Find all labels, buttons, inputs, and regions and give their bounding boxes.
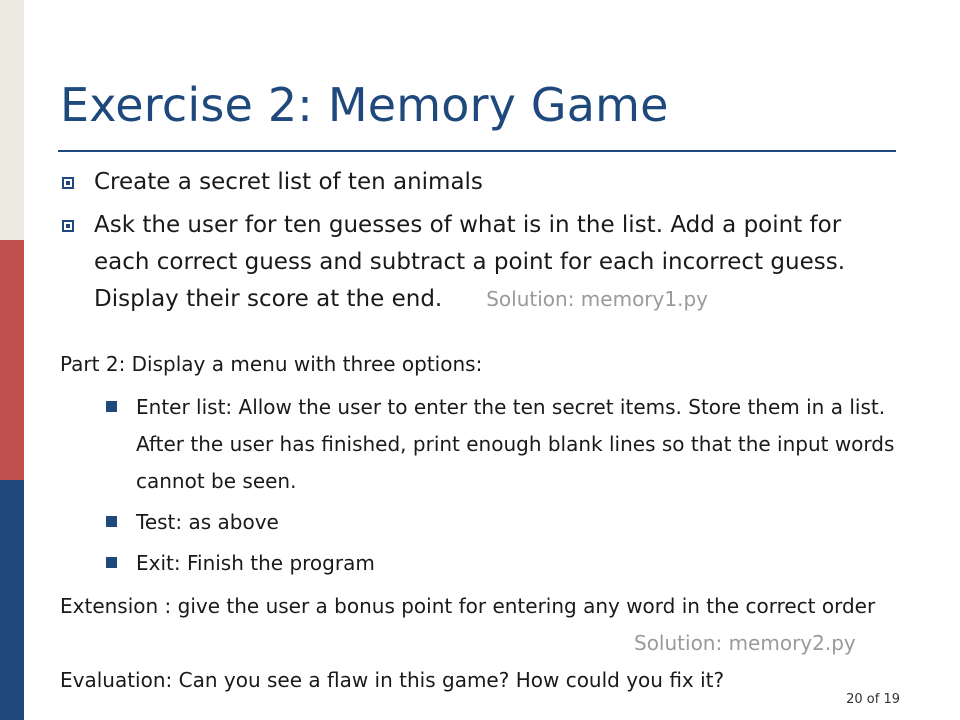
sidebar-stripe-beige: [0, 0, 24, 240]
bullet-text: Ask the user for ten guesses of what is in the list. Add a point for each correct guess and subtract a point for each incorrect guess. Display their score at the end.: [94, 212, 846, 312]
part2-heading: Part 2: Display a menu with three options:: [60, 352, 483, 376]
solution-label-2: Solution: memory2.py: [634, 631, 856, 655]
filled-square-bullet-icon: [106, 516, 117, 527]
menu-option-text: Exit: Finish the program: [136, 551, 375, 575]
slide-title: Exercise 2: Memory Game: [60, 78, 669, 132]
solution-label-1: Solution: memory1.py: [486, 287, 708, 311]
filled-square-bullet-icon: [106, 557, 117, 568]
menu-options-list: [106, 389, 896, 586]
menu-option-item: [106, 389, 896, 500]
main-bullet-list: [62, 164, 902, 324]
extension-block: [60, 588, 920, 655]
menu-option-item: [106, 545, 896, 582]
sidebar-stripe-red: [0, 240, 24, 480]
filled-square-bullet-icon: [106, 401, 117, 412]
sidebar-stripe-blue: [0, 480, 24, 720]
title-underline: [58, 150, 896, 152]
square-bullet-icon: [62, 177, 74, 189]
extension-text: Extension : give the user a bonus point for entering any word in the correct order: [60, 594, 876, 618]
square-bullet-icon: [62, 220, 74, 232]
bullet-text: Create a secret list of ten animals: [94, 169, 483, 195]
page-number: 20 of 19: [846, 692, 900, 707]
bullet-item: [62, 207, 902, 318]
menu-option-text: Enter list: Allow the user to enter the ten secret items. Store them in a list. After the user has finished, print enough blank lines so that the input words cannot be seen.: [136, 395, 895, 493]
menu-option-item: [106, 504, 896, 541]
evaluation-text: Evaluation: Can you see a flaw in this game? How could you fix it?: [60, 668, 725, 692]
bullet-item: [62, 164, 902, 201]
menu-option-text: Test: as above: [136, 510, 279, 534]
